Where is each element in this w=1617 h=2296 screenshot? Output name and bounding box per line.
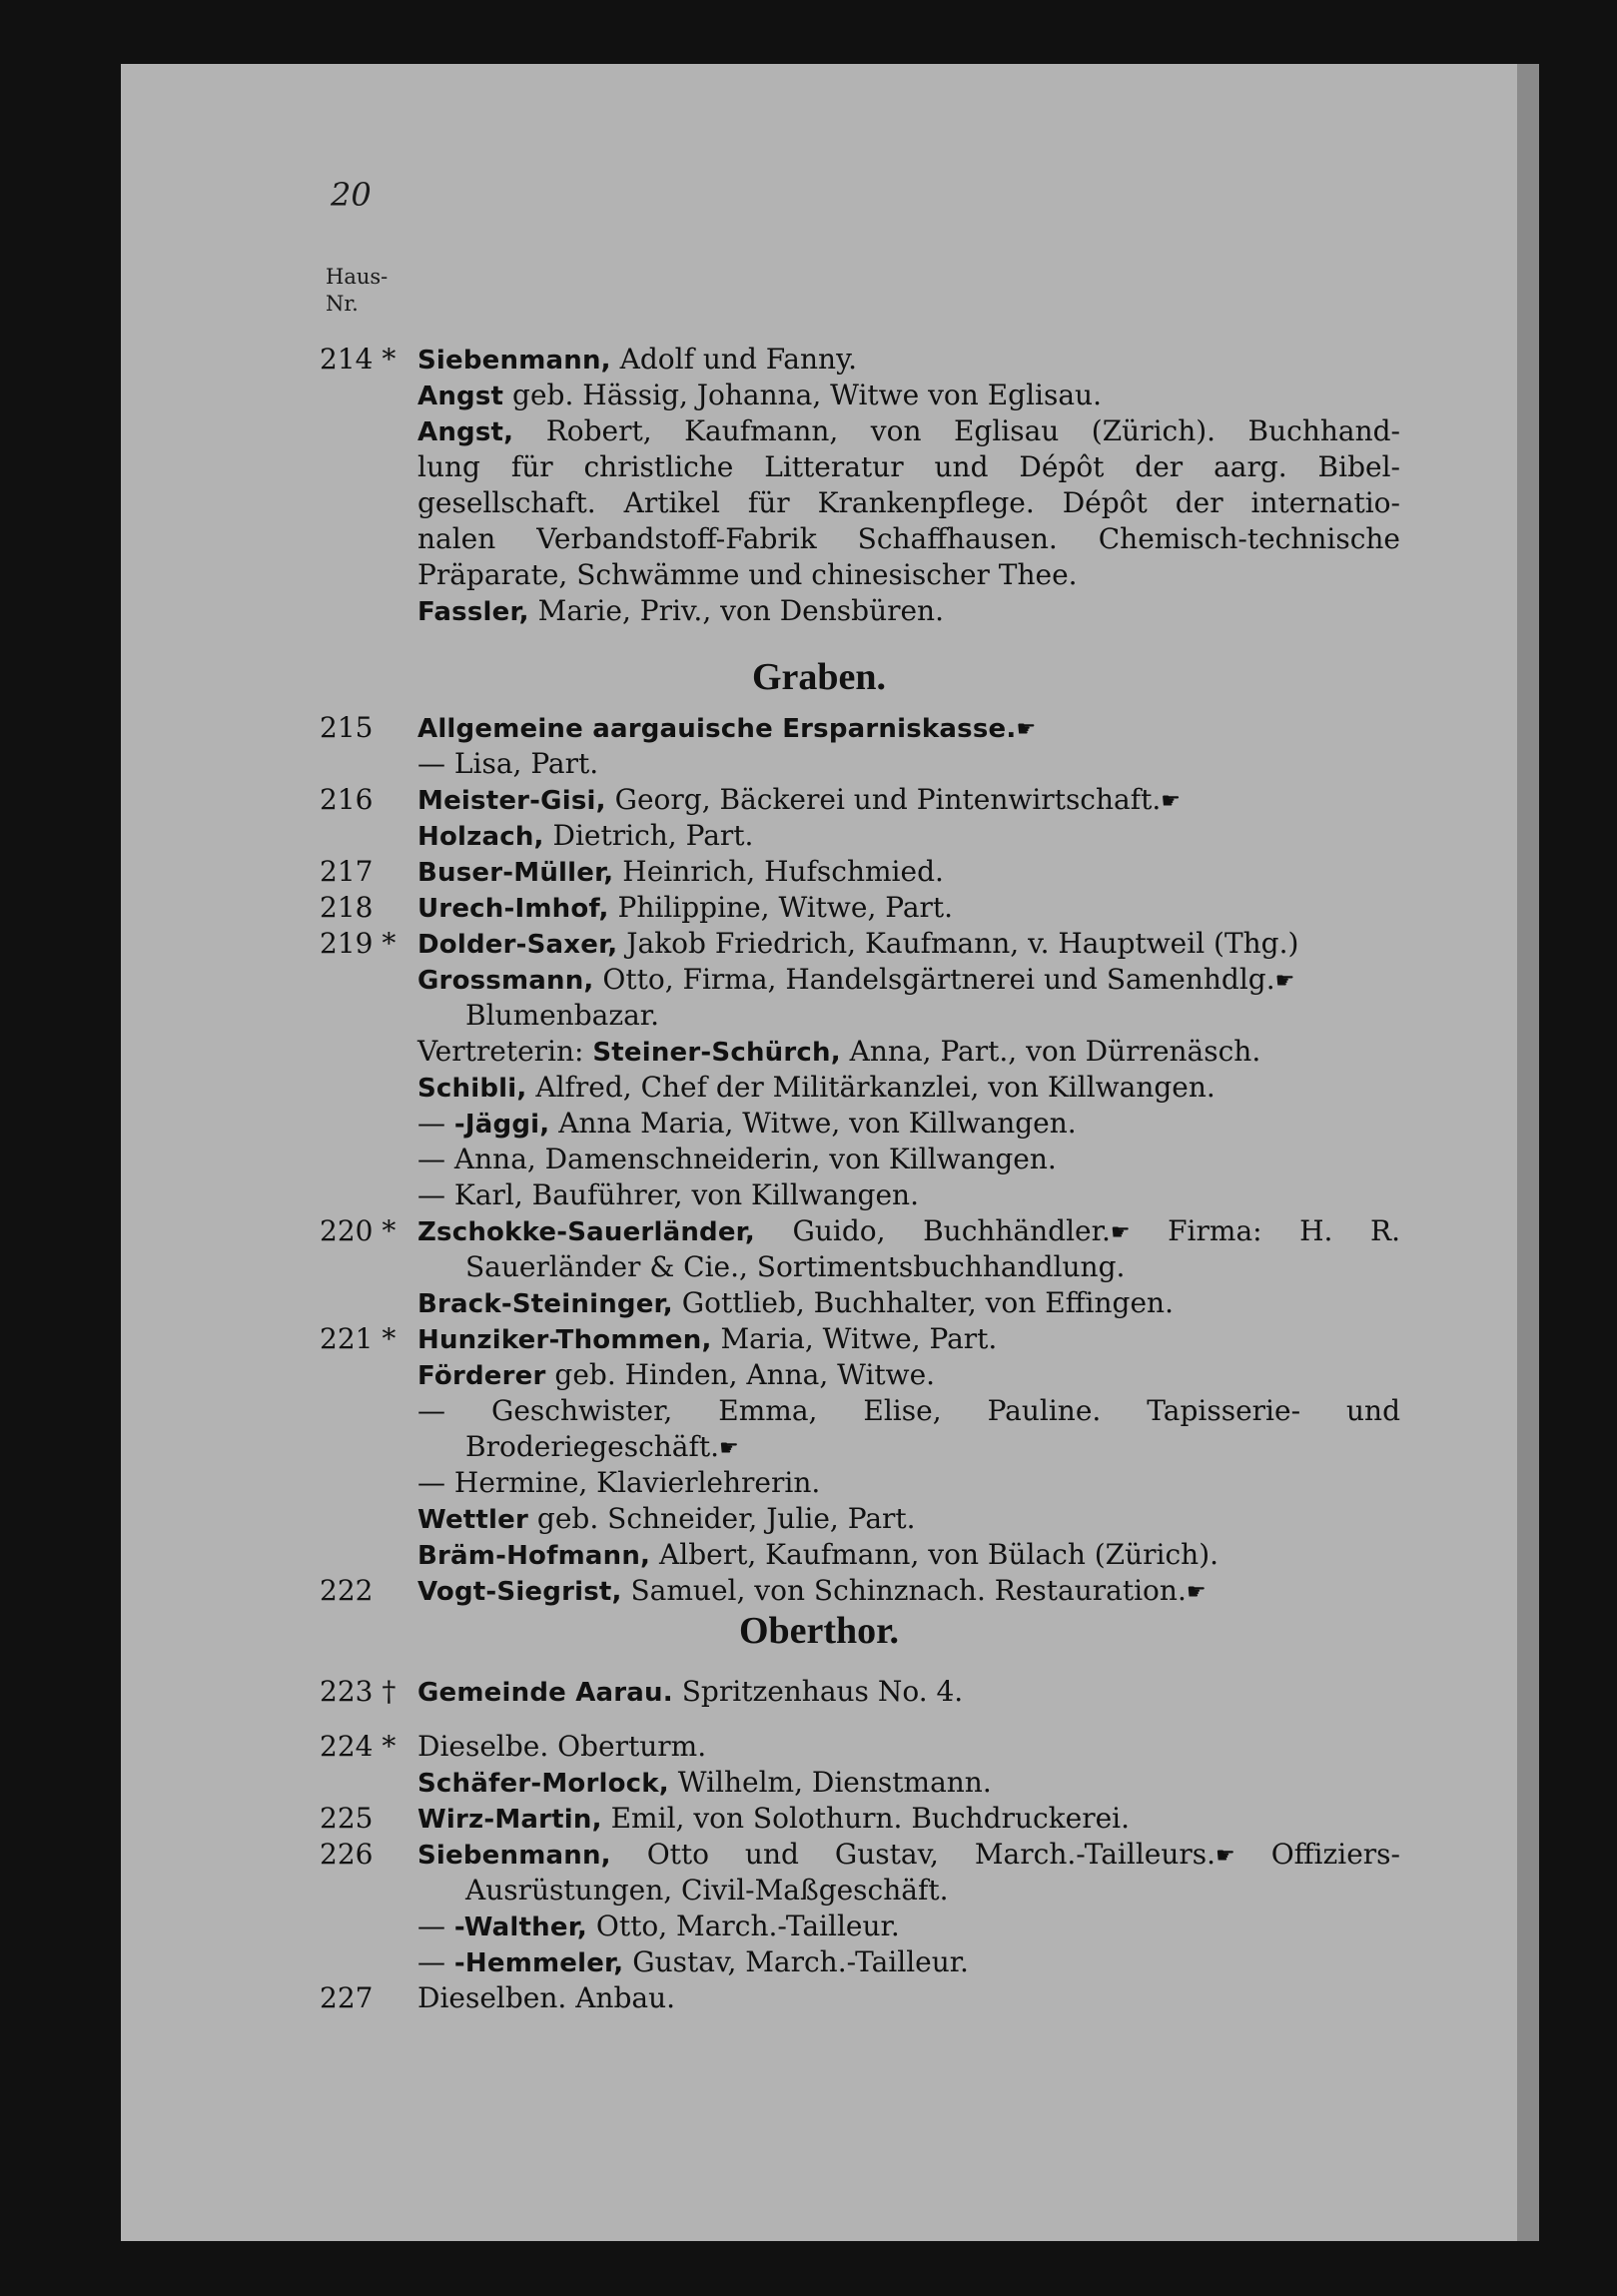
entry-name: Siebenmann, — [417, 1841, 611, 1871]
entry-text — [417, 1285, 1174, 1322]
directory-line — [121, 485, 1517, 521]
entry-name: Fassler, — [417, 597, 529, 627]
entry-text — [417, 1465, 820, 1501]
entry-detail: Philippine, Witwe, Part. — [608, 891, 954, 924]
directory-line — [121, 710, 1517, 746]
entry-name: Gemeinde Aarau. — [417, 1678, 673, 1708]
entry-detail: Broderiegeschäft. — [465, 1430, 720, 1463]
column-label-line-1: Haus- — [326, 265, 389, 289]
directory-line — [121, 1213, 1517, 1249]
entry-text — [417, 593, 944, 630]
entry-text — [417, 1177, 919, 1213]
entry-detail: Spritzenhaus No. 4. — [672, 1675, 964, 1708]
house-number: 216 — [320, 783, 374, 816]
entry-detail: Gustav, March.-Tailleur. — [623, 1945, 969, 1978]
entry-detail: Präparate, Schwämme und chinesischer Thee. — [417, 558, 1078, 591]
directory-line — [121, 1501, 1517, 1537]
entry-text — [465, 998, 659, 1034]
entry-name: -Hemmeler, — [453, 1948, 624, 1978]
directory-line — [121, 1321, 1517, 1357]
directory-line — [121, 1034, 1517, 1070]
entry-text — [417, 1909, 900, 1945]
directory-line — [121, 890, 1517, 926]
house-number: 223 † — [320, 1675, 397, 1708]
entry-text — [417, 1980, 675, 2016]
directory-line — [121, 1429, 1517, 1465]
entry-name: Holzach, — [417, 822, 544, 852]
directory-line — [121, 1106, 1517, 1142]
directory-line — [121, 1537, 1517, 1573]
entry-detail: Otto, Firma, Handelsgärtnerei und Samenhdlg. — [593, 963, 1275, 996]
entry-text — [417, 1070, 1215, 1107]
entry-detail: Dietrich, Part. — [543, 819, 754, 852]
entry-name: Angst, — [417, 417, 514, 447]
entry-detail: Georg, Bäckerei und Pintenwirtschaft. — [605, 783, 1162, 816]
entry-name: Dolder-Saxer, — [417, 930, 618, 960]
directory-line — [121, 378, 1517, 413]
entry-name: Angst — [417, 382, 504, 411]
entry-text — [417, 521, 1400, 557]
entry-text — [417, 1501, 916, 1538]
entry-detail: Guido, Buchhändler. — [754, 1214, 1111, 1247]
entry-name: Bräm-Hofmann, — [417, 1541, 651, 1571]
directory-line — [121, 449, 1517, 485]
entry-text — [417, 1573, 1207, 1611]
entry-detail: Dieselben. Anbau. — [417, 1981, 676, 2014]
entry-name: -Jäggi, — [453, 1110, 550, 1140]
entry-detail: Ausrüstungen, Civil-Maßgeschäft. — [465, 1874, 949, 1907]
section-heading: Oberthor. — [738, 1610, 900, 1652]
entry-text — [417, 854, 944, 891]
entry-detail: Anna, Part., von Dürrenäsch. — [840, 1035, 1261, 1068]
directory-line — [121, 1909, 1517, 1944]
house-number: 218 — [320, 891, 374, 924]
entry-detail: — Lisa, Part. — [417, 747, 599, 780]
house-number: 221 * — [320, 1322, 397, 1355]
house-number: 220 * — [320, 1214, 397, 1247]
entry-detail: Jakob Friedrich, Kaufmann, v. Hauptweil (Thg.) — [617, 927, 1299, 960]
entry-text — [465, 1873, 948, 1909]
entry-text — [417, 1321, 997, 1358]
entry-name: Buser-Müller, — [417, 858, 614, 888]
entry-text — [417, 1213, 1400, 1251]
entry-detail: — — [417, 1910, 454, 1942]
entry-name: Steiner-Schürch, — [592, 1038, 841, 1068]
entry-text — [417, 962, 1294, 1000]
directory-line — [121, 962, 1517, 998]
entry-detail: — Hermine, Klavierlehrerin. — [417, 1466, 821, 1499]
house-number: 226 — [320, 1838, 374, 1871]
directory-line — [121, 1070, 1517, 1106]
entry-text — [417, 449, 1400, 485]
directory-line — [121, 1285, 1517, 1321]
entry-detail: Anna Maria, Witwe, von Killwangen. — [549, 1107, 1077, 1140]
entry-text — [417, 1537, 1218, 1574]
directory-line — [121, 1873, 1517, 1909]
entry-text — [417, 926, 1298, 963]
entry-text — [417, 557, 1078, 593]
entry-detail: Alfred, Chef der Militärkanzlei, von Killwangen. — [526, 1071, 1215, 1104]
directory-line — [121, 1357, 1517, 1393]
directory-line — [121, 1729, 1517, 1765]
directory-line — [121, 1465, 1517, 1501]
directory-line — [121, 1801, 1517, 1837]
entry-detail: Sauerländer & Cie., Sortimentsbuchhandlung. — [465, 1250, 1126, 1283]
entry-text — [417, 782, 1181, 820]
directory-line — [121, 926, 1517, 962]
directory-line — [121, 1980, 1517, 2016]
entry-text — [417, 710, 1036, 748]
entry-name: Zschokke-Sauerländer, — [417, 1217, 755, 1247]
entry-detail: — Anna, Damenschneiderin, von Killwangen. — [417, 1143, 1057, 1175]
entry-text — [417, 1837, 1400, 1875]
entry-detail: Vertreterin: — [417, 1035, 593, 1068]
directory-line — [121, 854, 1517, 890]
entry-detail: nalen Verbandstoff-Fabrik Schaffhausen. Chemisch-technische — [417, 522, 1400, 555]
pointing-hand-icon: ☛ — [1110, 1219, 1131, 1245]
pointing-hand-icon: ☛ — [1274, 968, 1295, 994]
entry-text — [417, 1944, 969, 1981]
entry-detail: — — [417, 1107, 454, 1140]
directory-line — [121, 1393, 1517, 1429]
entry-name: Hunziker-Thommen, — [417, 1325, 712, 1355]
house-number: 222 — [320, 1574, 374, 1607]
entry-detail: Blumenbazar. — [465, 999, 659, 1032]
entry-detail: Marie, Priv., von Densbüren. — [528, 594, 944, 627]
entry-detail: Dieselbe. Oberturm. — [417, 1730, 707, 1763]
entry-detail: Offiziers- — [1234, 1838, 1400, 1871]
entry-name: Brack-Steininger, — [417, 1289, 673, 1319]
entry-detail: Otto und Gustav, March.-Tailleurs. — [610, 1838, 1216, 1871]
entry-detail: geb. Hässig, Johanna, Witwe von Eglisau. — [503, 379, 1102, 411]
entry-detail: Adolf und Fanny. — [610, 343, 858, 376]
entry-detail: Heinrich, Hufschmied. — [613, 855, 944, 888]
directory-line — [121, 1837, 1517, 1873]
house-number: 215 — [320, 711, 374, 744]
book-page — [121, 64, 1517, 2241]
entry-text — [417, 1801, 1130, 1838]
entry-text — [417, 1034, 1260, 1071]
entry-name: Schäfer-Morlock, — [417, 1769, 669, 1799]
entry-text — [417, 342, 857, 379]
directory-line — [121, 746, 1517, 782]
directory-line — [121, 998, 1517, 1034]
entry-text — [417, 1142, 1057, 1177]
entry-detail: Albert, Kaufmann, von Bülach (Zürich). — [650, 1538, 1219, 1571]
directory-line — [121, 1177, 1517, 1213]
pointing-hand-icon: ☛ — [719, 1435, 739, 1461]
page-number: 20 — [331, 176, 372, 214]
entry-text — [417, 818, 753, 855]
entry-name: Grossmann, — [417, 966, 594, 996]
entry-detail: Emil, von Solothurn. Buchdruckerei. — [601, 1802, 1131, 1835]
entry-detail: Maria, Witwe, Part. — [711, 1322, 998, 1355]
book-spine-edge — [1517, 64, 1539, 2241]
entry-text — [417, 746, 598, 782]
column-label-line-2: Nr. — [326, 292, 359, 316]
directory-line — [121, 1249, 1517, 1285]
entry-name: Wirz-Martin, — [417, 1805, 602, 1835]
entry-name: Wettler — [417, 1505, 529, 1535]
entry-detail: Otto, March.-Tailleur. — [587, 1910, 900, 1942]
entry-text — [417, 413, 1400, 450]
entry-detail: gesellschaft. Artikel für Krankenpflege. Dépôt der internatio- — [417, 486, 1400, 519]
entry-detail: geb. Schneider, Julie, Part. — [528, 1502, 916, 1535]
house-number: 224 * — [320, 1730, 397, 1763]
entry-name: Allgemeine aargauische Ersparniskasse. — [417, 714, 1017, 744]
entry-text — [465, 1429, 739, 1467]
entry-text — [417, 378, 1102, 414]
house-number: 227 — [320, 1981, 374, 2014]
entry-text — [417, 485, 1400, 521]
entry-detail: lung für christliche Litteratur und Dépôt der aarg. Bibel- — [417, 450, 1400, 483]
directory-line — [121, 342, 1517, 378]
pointing-hand-icon: ☛ — [1161, 788, 1181, 814]
entry-name: Urech-Imhof, — [417, 894, 609, 924]
house-number: 217 — [320, 855, 374, 888]
entry-text — [465, 1249, 1125, 1285]
house-number: 214 * — [320, 343, 397, 376]
entry-name: Meister-Gisi, — [417, 786, 606, 816]
entry-text — [417, 890, 953, 927]
entry-name: Vogt-Siegrist, — [417, 1577, 622, 1607]
entry-detail: Wilhelm, Dienstmann. — [668, 1766, 992, 1799]
directory-line — [121, 1674, 1517, 1710]
entry-detail: Samuel, von Schinznach. Restauration. — [621, 1574, 1187, 1607]
entry-detail: Robert, Kaufmann, von Eglisau (Zürich). Buchhand- — [513, 414, 1400, 447]
directory-line — [121, 1765, 1517, 1801]
directory-entries — [121, 64, 1517, 2241]
entry-text — [417, 1357, 935, 1394]
pointing-hand-icon: ☛ — [1215, 1843, 1235, 1869]
entry-text — [417, 1729, 706, 1765]
section-heading: Graben. — [751, 656, 887, 698]
directory-line — [121, 413, 1517, 449]
entry-name: Siebenmann, — [417, 346, 611, 376]
directory-line — [121, 1944, 1517, 1980]
entry-detail: geb. Hinden, Anna, Witwe. — [545, 1358, 936, 1391]
directory-line — [121, 782, 1517, 818]
entry-text — [417, 1674, 963, 1711]
entry-detail: Gottlieb, Buchhalter, von Effingen. — [672, 1286, 1174, 1319]
entry-text — [417, 1106, 1077, 1143]
directory-line — [121, 1573, 1517, 1609]
entry-text — [417, 1393, 1400, 1429]
directory-line — [121, 818, 1517, 854]
entry-text — [417, 1765, 992, 1802]
directory-line — [121, 557, 1517, 593]
entry-detail: — — [417, 1945, 454, 1978]
house-number: 219 * — [320, 927, 397, 960]
entry-name: -Walther, — [453, 1913, 587, 1942]
house-number: 225 — [320, 1802, 374, 1835]
directory-line — [121, 521, 1517, 557]
entry-detail: — Geschwister, Emma, Elise, Pauline. Tapisserie- und — [417, 1394, 1400, 1427]
entry-detail: Firma: H. R. — [1130, 1214, 1400, 1247]
pointing-hand-icon: ☛ — [1186, 1579, 1207, 1605]
entry-name: Förderer — [417, 1361, 546, 1391]
entry-name: Schibli, — [417, 1074, 527, 1104]
entry-detail: — Karl, Bauführer, von Killwangen. — [417, 1178, 919, 1211]
directory-line — [121, 1142, 1517, 1177]
pointing-hand-icon: ☛ — [1016, 716, 1037, 742]
directory-line — [121, 593, 1517, 629]
